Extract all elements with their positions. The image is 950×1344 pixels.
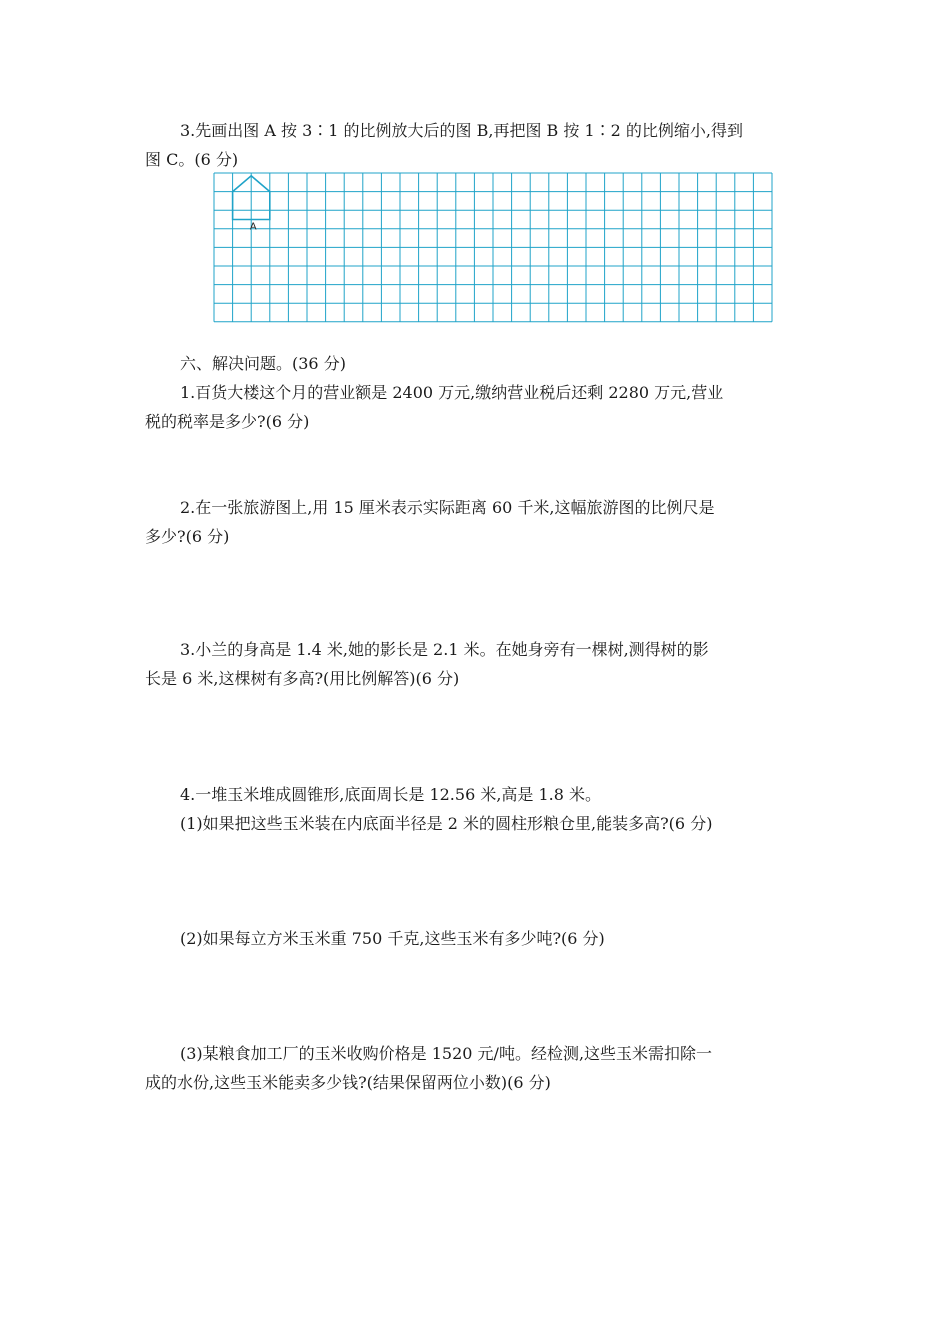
- problem-4-sub-3-line-2: 成的水份,这些玉米能卖多少钱?(结果保留两位小数)(6 分): [145, 1073, 551, 1092]
- problem-4-intro: 4.一堆玉米堆成圆锥形,底面周长是 12.56 米,高是 1.8 米。: [180, 785, 602, 804]
- problem-4-sub-3-line-1: (3)某粮食加工厂的玉米收购价格是 1520 元/吨。经检测,这些玉米需扣除一: [180, 1044, 713, 1063]
- section-six-heading: 六、解决问题。(36 分): [180, 354, 346, 373]
- problem-1-line-1: 1.百货大楼这个月的营业额是 2400 万元,缴纳营业税后还剩 2280 万元,营业: [180, 383, 724, 402]
- problem-1-line-2: 税的税率是多少?(6 分): [145, 412, 310, 431]
- problem-4-sub-1: (1)如果把这些玉米装在内底面半径是 2 米的圆柱形粮仓里,能装多高?(6 分): [180, 814, 713, 833]
- problem-4-sub-2: (2)如果每立方米玉米重 750 千克,这些玉米有多少吨?(6 分): [180, 929, 605, 948]
- problem-2-line-2: 多少?(6 分): [145, 527, 230, 546]
- grid-lines: [214, 173, 772, 322]
- question-3-line-2: 图 C。(6 分): [145, 150, 239, 169]
- question-3-line-1: 3.先画出图 A 按 3∶1 的比例放大后的图 B,再把图 B 按 1∶2 的比例缩小,得到: [180, 121, 744, 140]
- shape-a-label: A: [249, 221, 257, 233]
- grid-paper: [213, 172, 776, 332]
- problem-2-line-1: 2.在一张旅游图上,用 15 厘米表示实际距离 60 千米,这幅旅游图的比例尺是: [180, 498, 715, 517]
- problem-3-line-2: 长是 6 米,这棵树有多高?(用比例解答)(6 分): [145, 669, 460, 688]
- problem-3-line-1: 3.小兰的身高是 1.4 米,她的影长是 2.1 米。在她身旁有一棵树,测得树的影: [180, 640, 709, 659]
